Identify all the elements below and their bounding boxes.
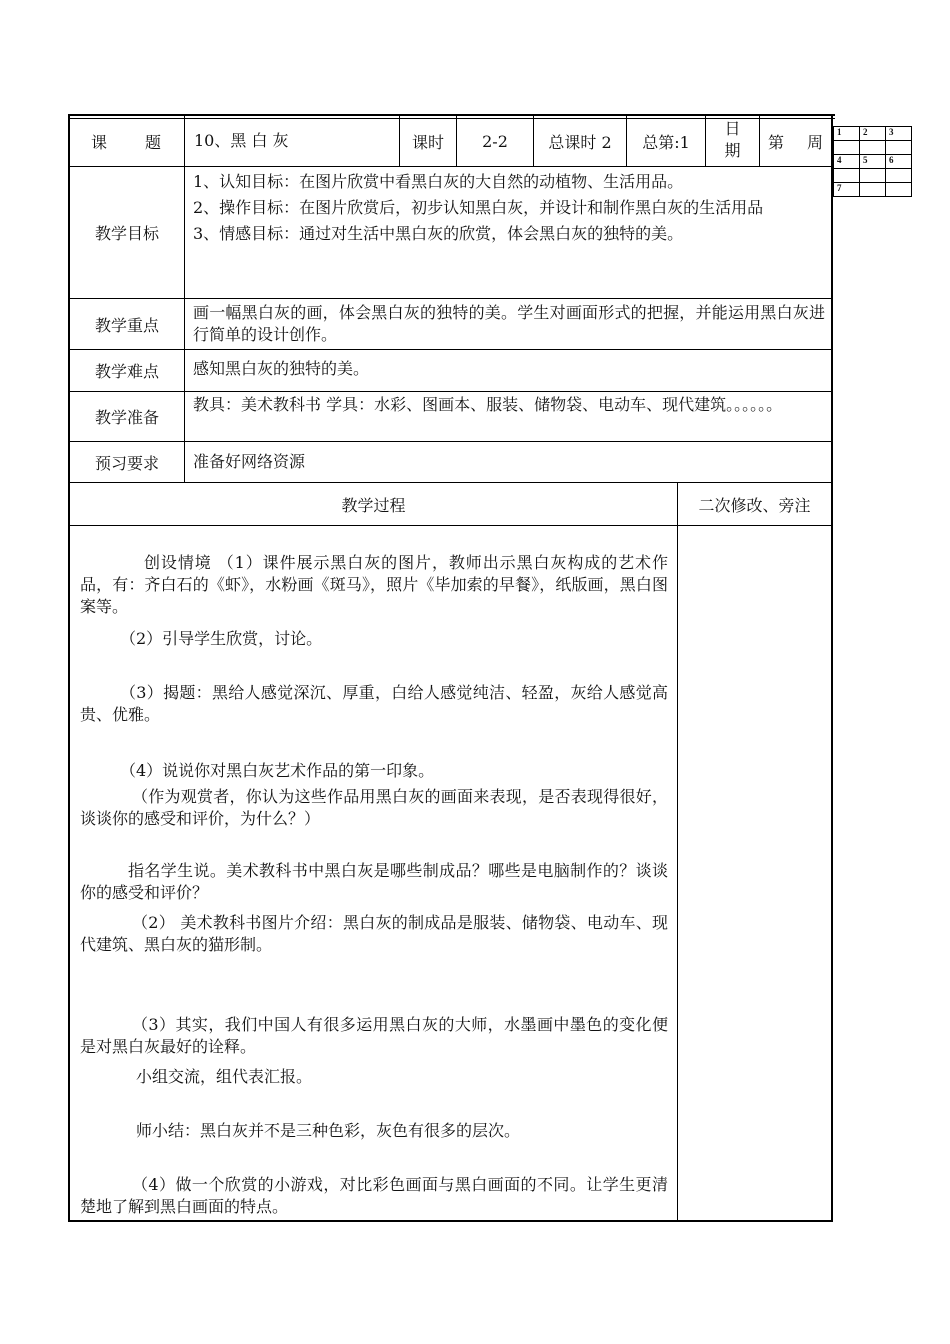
weekday-cell[interactable] <box>860 169 886 183</box>
prep-content: 教具：美术教科书 学具：水彩、图画本、服装、储物袋、电动车、现代建筑。。。。。。 <box>193 395 783 414</box>
focus-label: 教学重点 <box>94 315 159 335</box>
process-paragraph: （3）其实，我们中国人有很多运用黑白灰的大师，水墨画中墨色的变化便是对黑白灰最好的诠释。 <box>80 1015 668 1056</box>
goals-content <box>193 171 825 245</box>
total-number: 总第:1 <box>642 133 690 152</box>
process-paragraph: 师小结：黑白灰并不是三种色彩，灰色有很多的层次。 <box>136 1121 521 1140</box>
process-paragraph: （2） 美术教科书图片介绍：黑白灰的制成品是服装、储物袋、电动车、现代建筑、黑白灰的猫形制。 <box>80 913 668 954</box>
process-paragraph: （2）引导学生欣赏，讨论。 <box>120 629 323 648</box>
weekday-cell[interactable]: 5 <box>860 155 886 169</box>
prep-label: 教学准备 <box>94 408 159 427</box>
weekday-cell[interactable] <box>834 169 860 183</box>
notes-column[interactable] <box>678 526 831 1220</box>
process-paragraph: （4）说说你对黑白灰艺术作品的第一印象。 <box>120 761 435 780</box>
focus-content: 画一幅黑白灰的画，体会黑白灰的独特的美。学生对画面形式的把握，并能运用黑白灰进行简单的设计创作。 <box>193 303 825 344</box>
weekday-cell[interactable] <box>860 141 886 155</box>
weekday-cell[interactable]: 6 <box>886 155 912 169</box>
course-title: 10、黑 白 灰 <box>194 131 289 150</box>
period-value: 2-2 <box>482 132 508 151</box>
process-paragraph: （作为观赏者，你认为这些作品用黑白灰的画面来表现，是否表现得很好，谈谈你的感受和评价，为什么？） <box>80 787 668 828</box>
week-label-right: 周 <box>806 133 823 152</box>
course-label: 课 题 <box>90 133 163 152</box>
goal-cognitive: 1、认知目标：在图片欣赏中看黑白灰的大自然的动植物、生活用品。 <box>193 172 684 191</box>
difficulty-content: 感知黑白灰的独特的美。 <box>193 359 370 378</box>
date-label-top: 日 <box>724 119 741 138</box>
goals-label: 教学目标 <box>94 224 159 243</box>
date-label-bottom: 期 <box>724 141 741 160</box>
goal-emotion: 3、情感目标：通过对生活中黑白灰的欣赏，体会黑白灰的独特的美。 <box>193 224 684 243</box>
week-label-left: 第 <box>768 133 785 152</box>
weekday-grid <box>833 126 912 197</box>
weekday-cell[interactable] <box>886 141 912 155</box>
process-paragraph: 指名学生说。美术教科书中黑白灰是哪些制成品？哪些是电脑制作的？谈谈你的感受和评价？ <box>80 861 668 902</box>
weekday-cell[interactable] <box>886 183 912 197</box>
goal-operation: 2、操作目标：在图片欣赏后，初步认知黑白灰，并设计和制作黑白灰的生活用品 <box>193 198 764 217</box>
total-period: 总课时 2 <box>548 133 612 152</box>
difficulty-label: 教学难点 <box>94 362 159 381</box>
process-paragraph: 小组交流，组代表汇报。 <box>136 1067 313 1086</box>
weekday-cell[interactable] <box>834 141 860 155</box>
weekday-cell[interactable] <box>860 183 886 197</box>
weekday-cell[interactable]: 2 <box>860 127 886 141</box>
preview-label: 预习要求 <box>94 453 159 473</box>
date-label <box>706 118 759 166</box>
process-paragraph: （4）做一个欣赏的小游戏，对比彩色画面与黑白画面的不同。让学生更清楚地了解到黑白画面的特点。 <box>80 1175 668 1216</box>
process-heading: 教学过程 <box>341 495 406 515</box>
process-paragraph: （3）揭题：黑给人感觉深沉、厚重，白给人感觉纯洁、轻盈，灰给人感觉高贵、优雅。 <box>80 683 668 724</box>
weekday-cell[interactable]: 7 <box>834 183 860 197</box>
weekday-cell[interactable]: 4 <box>834 155 860 169</box>
notes-heading: 二次修改、旁注 <box>698 495 811 515</box>
weekday-cell[interactable]: 1 <box>834 127 860 141</box>
period-label: 课时 <box>411 133 444 152</box>
weekday-cell[interactable] <box>886 169 912 183</box>
weekday-cell[interactable]: 3 <box>886 127 912 141</box>
process-paragraph: 创设情境 （1）课件展示黑白灰的图片，教师出示黑白灰构成的艺术作品，有：齐白石的《虾》，水粉画《斑马》，照片《毕加索的早餐》，纸版画，黑白图案等。 <box>80 553 668 616</box>
week-label <box>760 117 831 166</box>
preview-content: 准备好网络资源 <box>193 452 306 471</box>
